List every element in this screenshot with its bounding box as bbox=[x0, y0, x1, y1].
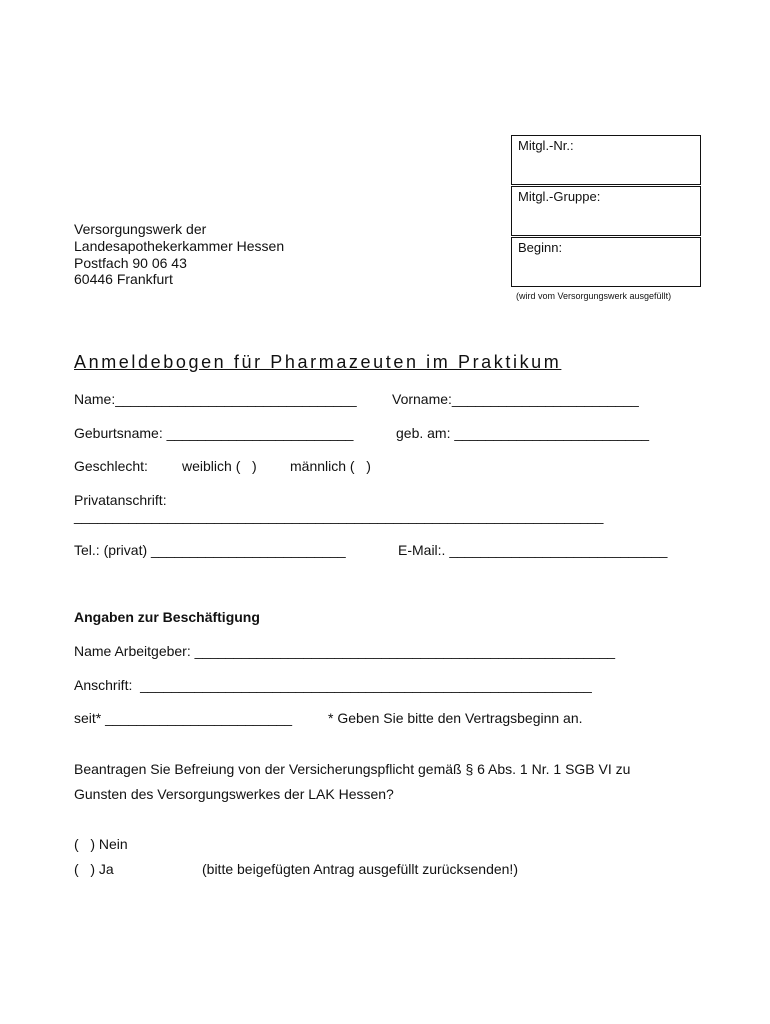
private-address-label: Privatanschrift: bbox=[74, 492, 167, 508]
birth-date-field[interactable]: geb. am: _________________________ bbox=[396, 425, 650, 441]
start-date-box bbox=[511, 237, 701, 287]
gender-male-option[interactable]: männlich ( ) bbox=[290, 458, 371, 474]
employer-address-field[interactable]: Anschrift: __________________________________________________________ bbox=[74, 677, 592, 693]
yes-note: (bitte beigefügten Antrag ausgefüllt zurücksenden!) bbox=[202, 861, 518, 877]
member-number-label: Mitgl.-Nr.: bbox=[518, 138, 574, 153]
form-title: Anmeldebogen für Pharmazeuten im Praktikum bbox=[74, 352, 562, 372]
start-date-label: Beginn: bbox=[518, 240, 563, 255]
address-line-2: Landesapothekerkammer Hessen bbox=[74, 238, 285, 254]
gender-label: Geschlecht: bbox=[74, 458, 148, 474]
option-no[interactable]: ( ) Nein bbox=[74, 836, 128, 852]
member-number-box bbox=[511, 135, 701, 185]
employment-since-note: * Geben Sie bitte den Vertragsbeginn an. bbox=[328, 710, 583, 726]
address-line-3: Postfach 90 06 43 bbox=[74, 255, 187, 271]
first-name-field[interactable]: Vorname:________________________ bbox=[392, 391, 639, 407]
address-line-4: 60446 Frankfurt bbox=[74, 271, 173, 287]
name-field[interactable]: Name:_______________________________ bbox=[74, 391, 357, 407]
member-group-label: Mitgl.-Gruppe: bbox=[518, 189, 601, 204]
exemption-question-line-1: Beantragen Sie Befreiung von der Versicherungspflicht gemäß § 6 Abs. 1 Nr. 1 SGB VI zu bbox=[74, 761, 631, 777]
private-address-field[interactable]: ____________________________________________________________________ bbox=[74, 508, 604, 524]
address-line-1: Versorgungswerk der bbox=[74, 221, 207, 237]
office-use-note: (wird vom Versorgungswerk ausgefüllt) bbox=[516, 291, 672, 301]
gender-female-option[interactable]: weiblich ( ) bbox=[182, 458, 257, 474]
employment-since-field[interactable]: seit* ________________________ bbox=[74, 710, 292, 726]
phone-field[interactable]: Tel.: (privat) _________________________ bbox=[74, 542, 346, 558]
option-yes[interactable]: ( ) Ja bbox=[74, 861, 114, 877]
employer-name-field[interactable]: Name Arbeitgeber: ______________________________________________________ bbox=[74, 643, 616, 659]
exemption-question-line-2: Gunsten des Versorgungswerkes der LAK Hessen? bbox=[74, 786, 394, 802]
email-field[interactable]: E-Mail:. ____________________________ bbox=[398, 542, 668, 558]
employment-heading: Angaben zur Beschäftigung bbox=[74, 609, 260, 625]
birth-name-field[interactable]: Geburtsname: ________________________ bbox=[74, 425, 354, 441]
member-group-box bbox=[511, 186, 701, 236]
